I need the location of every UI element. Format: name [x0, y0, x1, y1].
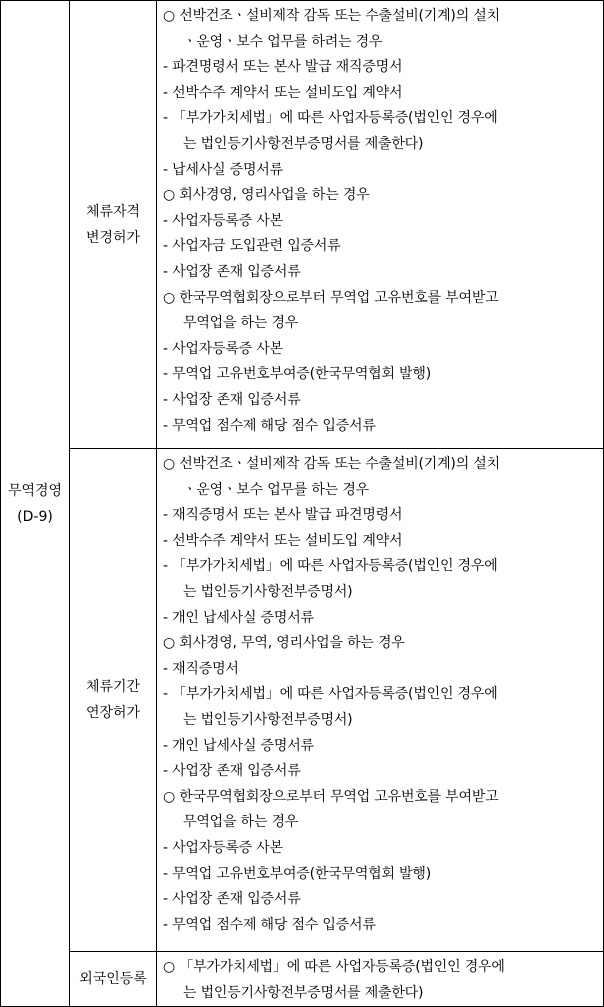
content-line: ㆍ운영ㆍ보수 업무를 하는 경우: [183, 481, 369, 498]
table-row: [1, 1, 604, 449]
content-line: - 무역업 고유번호부여증(한국무역협회 발행): [163, 366, 431, 383]
content-line: - 무역업 고유번호부여증(한국무역협회 발행): [163, 865, 431, 882]
content-line: 는 법인등기사항전부증명서를 제출한다): [183, 135, 424, 152]
content-line: - 파견명령서 또는 본사 발급 재직증명서: [163, 59, 403, 76]
section-content-cell: [157, 1, 604, 449]
content-line: - 「부가가치세법」에 따른 사업자등록증(법인인 경우에: [163, 110, 498, 127]
content-line: ○ 회사경영, 영리사업을 하는 경우: [163, 187, 370, 204]
content-line: - 사업자등록증 사본: [163, 839, 283, 856]
table-row: [1, 449, 604, 952]
section-title-cell: [70, 449, 157, 952]
section-title-line: 체류자격: [85, 203, 141, 220]
content-line: - 사업장 존재 입증서류: [163, 263, 301, 280]
section-title-line: 변경허가: [85, 229, 141, 246]
visa-code: (D-9): [17, 508, 53, 525]
content-line: 무역업을 하는 경우: [183, 315, 299, 332]
content-line: 는 법인등기사항전부증명서): [183, 583, 353, 600]
section-content-cell: [157, 449, 604, 952]
content-line: ○ 선박건조ㆍ설비제작 감독 또는 수출설비(기계)의 설치: [163, 456, 500, 472]
section-title-line: 외국인등록: [79, 971, 147, 988]
content-line: - 사업장 존재 입증서류: [163, 763, 301, 780]
content-line: ○ 「부가가치세법」에 따른 사업자등록증(법인인 경우에: [163, 959, 505, 975]
section-title-cell: [70, 952, 157, 1007]
section-content: [157, 1, 603, 439]
content-line: ○ 한국무역협회장으로부터 무역업 고유번호를 부여받고: [163, 289, 499, 306]
content-line: 는 법인등기사항전부증명서를 제출한다): [183, 984, 424, 1001]
content-line: - 「부가가치세법」에 따른 사업자등록증(법인인 경우에: [163, 558, 498, 575]
content-line: - 재직증명서 또는 본사 발급 파견명령서: [163, 507, 403, 524]
section-title-cell: [70, 1, 157, 449]
content-line: - 선박수주 계약서 또는 설비도입 계약서: [163, 532, 403, 549]
content-line: ○ 회사경영, 무역, 영리사업을 하는 경우: [163, 635, 405, 652]
table-row: [1, 952, 604, 1007]
content-line: - 무역업 점수제 해당 점수 입증서류: [163, 417, 376, 434]
content-line: ㆍ운영ㆍ보수 업무를 하려는 경우: [183, 33, 383, 50]
visa-name: 무역경영: [7, 482, 63, 499]
content-line: - 사업자등록증 사본: [163, 212, 283, 229]
content-line: - 사업장 존재 입증서류: [163, 391, 301, 408]
visa-type-cell: [1, 1, 70, 1007]
content-line: ○ 한국무역협회장으로부터 무역업 고유번호를 부여받고: [163, 788, 499, 805]
section-content-cell: [157, 952, 604, 1007]
content-line: - 무역업 점수제 해당 점수 입증서류: [163, 916, 376, 933]
section-title-line: 체류기간: [85, 679, 141, 695]
content-line: - 개인 납세사실 증명서류: [163, 609, 314, 626]
content-line: - 납세사실 증명서류: [163, 161, 283, 178]
content-line: - 재직증명서: [163, 660, 239, 677]
section-title-line: 연장허가: [85, 705, 141, 721]
content-line: - 개인 납세사실 증명서류: [163, 737, 314, 754]
content-line: 는 법인등기사항전부증명서): [183, 711, 353, 728]
section-content: [157, 449, 603, 938]
content-line: 무역업을 하는 경우: [183, 814, 299, 831]
content-line: ○ 선박건조ㆍ설비제작 감독 또는 수출설비(기계)의 설치: [163, 8, 500, 24]
section-content: [157, 952, 603, 1006]
content-line: - 사업자등록증 사본: [163, 340, 283, 357]
content-line: - 사업자금 도입관련 입증서류: [163, 238, 341, 255]
content-line: - 사업장 존재 입증서류: [163, 891, 301, 908]
content-line: - 「부가가치세법」에 따른 사업자등록증(법인인 경우에: [163, 686, 498, 703]
content-line: - 선박수주 계약서 또는 설비도입 계약서: [163, 84, 403, 101]
